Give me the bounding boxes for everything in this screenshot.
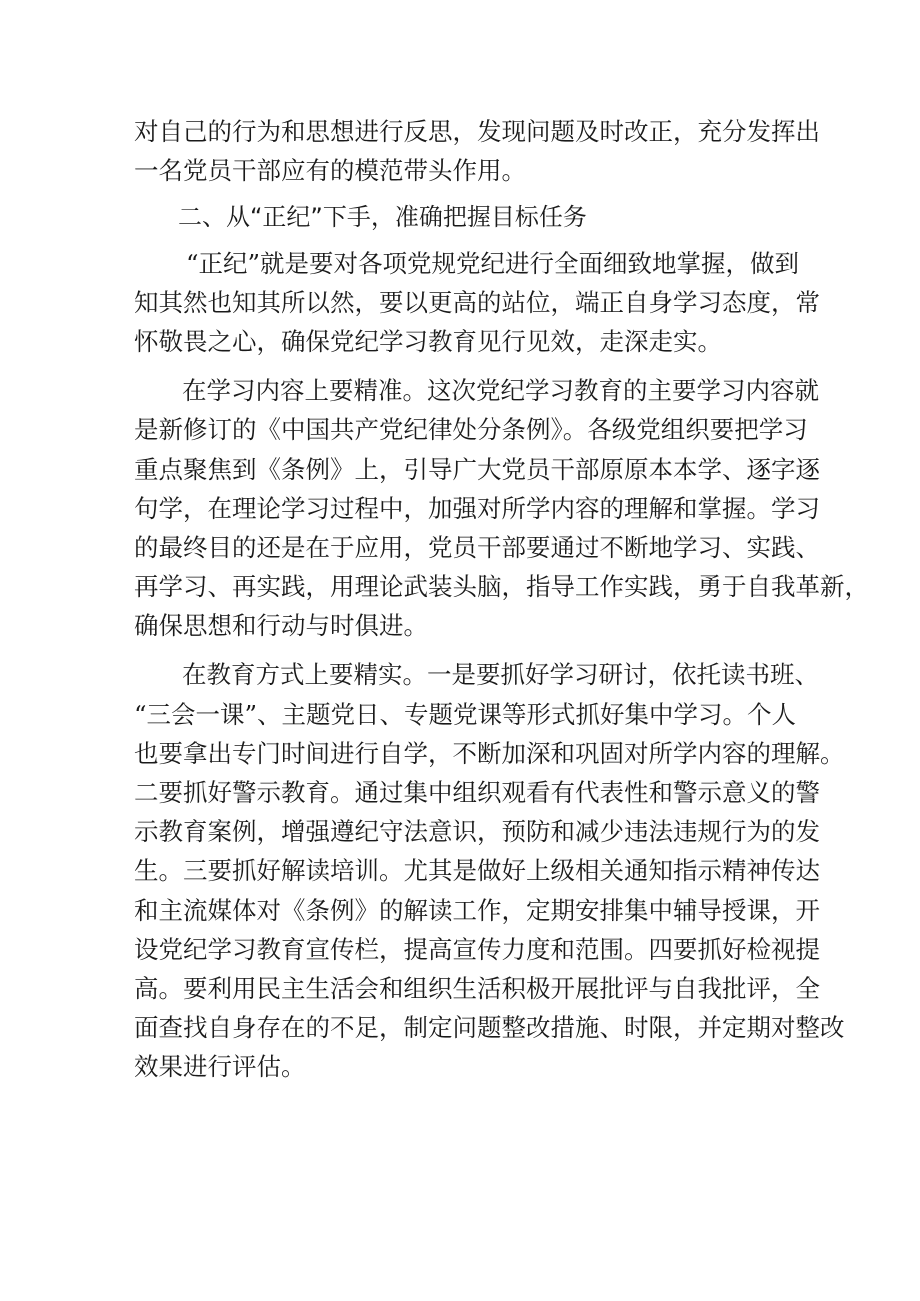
text-line: 是新修订的《中国共产党纪律处分条例》。各级党组织要把学习 <box>134 415 808 445</box>
text-line: 一名党员干部应有的模范带头作用。 <box>134 156 526 186</box>
text-line: 设党纪学习教育宣传栏，提高宣传力度和范围。四要抓好检视提 <box>134 934 820 964</box>
paragraph-intro <box>134 112 820 190</box>
text-line: 也要拿出专门时间进行自学，不断加深和巩固对所学内容的理解。 <box>134 738 845 768</box>
text-line: 二要抓好警示教育。通过集中组织观看有代表性和警示意义的警 <box>134 778 820 807</box>
paragraph-2 <box>134 371 869 645</box>
text-line: 的最终目的还是在于应用，党员干部要通过不断地学习、实践、 <box>134 532 820 562</box>
document-body <box>134 112 869 1087</box>
text-line: 句学，在理论学习过程中，加强对所学内容的理解和掌握。学习 <box>134 493 820 523</box>
text-line: 高。要利用民主生活会和组织生活积极开展批评与自我批评，全 <box>134 973 820 1003</box>
section-heading: 二、从“正纪”下手，准确把握目标任务 <box>178 203 587 232</box>
text-line: 知其然也知其所以然，要以更高的站位，端正自身学习态度，常 <box>134 287 820 317</box>
section-heading-wrap <box>134 198 794 237</box>
text-line: 示教育案例，增强遵纪守法意识，预防和减少违法违规行为的发 <box>134 817 820 847</box>
text-line: 在教育方式上要精实。一是要抓好学习研讨，依托读书班、 <box>182 660 819 690</box>
text-line: 对自己的行为和思想进行反思，发现问题及时改正，充分发挥出 <box>134 117 820 146</box>
text-line: 面查找自身存在的不足，制定问题整改措施、时限，并定期对整改 <box>134 1013 845 1043</box>
text-line: 生。三要抓好解读培训。尤其是做好上级相关通知指示精神传达 <box>134 856 820 886</box>
text-line: 和主流媒体对《条例》的解读工作，定期安排集中辅导授课，开 <box>134 895 820 925</box>
text-line: “正纪”就是要对各项党规党纪进行全面细致地掌握，做到 <box>186 248 800 278</box>
paragraph-3 <box>134 655 845 1086</box>
text-line: 效果进行评估。 <box>134 1052 306 1082</box>
paragraph-1 <box>134 244 820 362</box>
text-line: 在学习内容上要精准。这次党纪学习教育的主要学习内容就 <box>182 376 819 406</box>
text-line: 怀敬畏之心，确保党纪学习教育见行见效，走深走实。 <box>134 326 722 356</box>
text-line: “三会一课”、主题党日、专题党课等形式抓好集中学习。个人 <box>134 699 797 729</box>
text-line: 再学习、再实践，用理论武装头脑，指导工作实践，勇于自我革新， <box>134 572 869 602</box>
text-line: 确保思想和行动与时俱进。 <box>134 611 428 641</box>
text-line: 重点聚焦到《条例》上，引导广大党员干部原原本本学、逐字逐 <box>134 454 820 484</box>
